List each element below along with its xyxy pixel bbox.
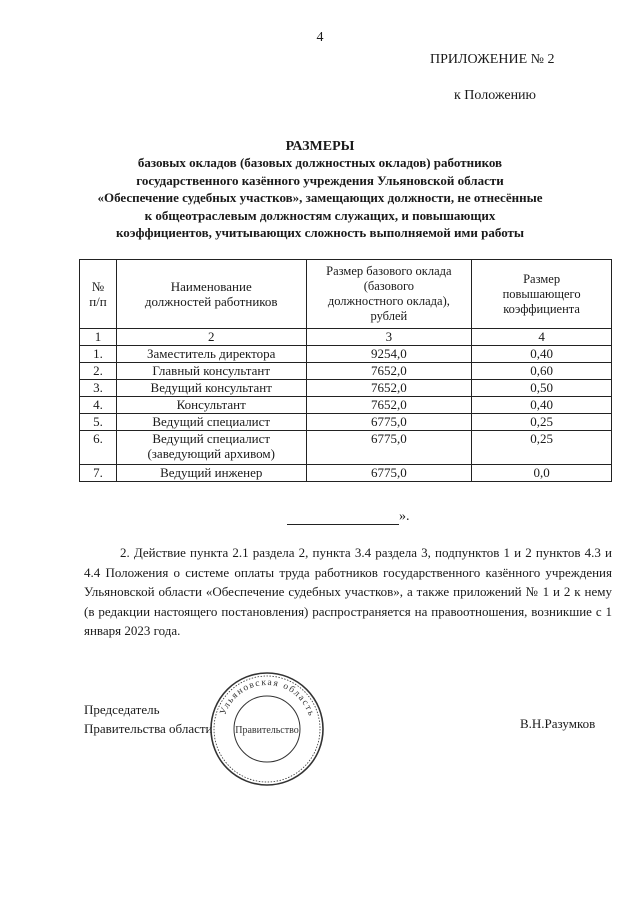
subtitle-line: базовых окладов (базовых должностных окладов) работников — [137, 155, 503, 170]
row-coefficient: 0,60 — [472, 362, 612, 379]
row-position-name: Ведущий специалист (заведующий архивом) — [116, 430, 306, 464]
row-number: 2. — [80, 362, 117, 379]
signatory-position — [84, 700, 213, 738]
table-row — [80, 362, 612, 379]
table-row — [80, 396, 612, 413]
body-paragraph: 2. Действие пункта 2.1 раздела 2, пункта 3.4 раздела 3, подпунктов 1 и 2 пунктов 4.3 и 4.4 Положения о системе оплаты труда работников государственного казённого учреждения Ульяновской области «Обеспечение судебных участков», а также приложений № 1 и 2 к нему (в редакции настоящего постановления) распространяется на правоотношения, возникшие с 1 января 2023 года. — [84, 545, 612, 638]
row-position-name: Консультант — [116, 396, 306, 413]
row-position-name: Ведущий консультант — [116, 379, 306, 396]
row-number: 6. — [80, 430, 117, 464]
row-coefficient: 0,40 — [472, 396, 612, 413]
row-position-name: Ведущий специалист — [116, 413, 306, 430]
row-number: 5. — [80, 413, 117, 430]
row-base-salary: 7652,0 — [306, 362, 472, 379]
salary-table — [79, 259, 612, 482]
row-base-salary: 9254,0 — [306, 345, 472, 362]
document-title: РАЗМЕРЫ — [285, 139, 355, 154]
row-number: 1. — [80, 345, 117, 362]
row-coefficient: 0,50 — [472, 379, 612, 396]
table-row — [80, 345, 612, 362]
signatory-position-line2: Правительства области — [84, 721, 213, 736]
subtitle-line: «Обеспечение судебных участков», замещающих должности, не отнесённые — [97, 190, 543, 206]
row-position-name: Главный консультант — [116, 362, 306, 379]
document-subtitle — [60, 154, 580, 242]
table-row — [80, 413, 612, 430]
header-number: № п/п — [80, 260, 117, 329]
official-seal-icon — [208, 670, 326, 788]
column-number-row — [80, 329, 612, 346]
row-base-salary: 7652,0 — [306, 396, 472, 413]
row-coefficient: 0,25 — [472, 413, 612, 430]
column-number: 2 — [116, 329, 306, 346]
row-position-name: Заместитель директора — [116, 345, 306, 362]
column-number: 3 — [306, 329, 472, 346]
row-coefficient: 0,25 — [472, 430, 612, 464]
signatory-position-line1: Председатель — [84, 702, 160, 717]
seal-center-text: Правительство — [235, 725, 299, 736]
closing-quote: ». — [399, 509, 410, 524]
table-row — [80, 379, 612, 396]
seal-ring-text: Ульяновская область — [218, 677, 317, 719]
signatory-name: В.Н.Разумков — [520, 716, 596, 731]
row-base-salary: 7652,0 — [306, 379, 472, 396]
page-number: 4 — [316, 30, 324, 45]
table-row — [80, 464, 612, 481]
table-row — [80, 430, 612, 464]
header-base-salary: Размер базового оклада (базового должностного оклада), рублей — [306, 260, 472, 329]
row-coefficient: 0,0 — [472, 464, 612, 481]
subtitle-line: коэффициентов, учитывающих сложность выполняемой ими работы — [115, 225, 525, 241]
header-coefficient: Размер повышающего коэффициента — [472, 260, 612, 329]
column-number: 1 — [80, 329, 117, 346]
subtitle-line: государственного казённого учреждения Ульяновской области — [136, 172, 504, 188]
header-position-name: Наименование должностей работников — [116, 260, 306, 329]
row-position-name: Ведущий инженер — [116, 464, 306, 481]
row-number: 3. — [80, 379, 117, 396]
table-header-row — [80, 260, 612, 329]
appendix-reference: к Положению — [454, 88, 537, 103]
column-number: 4 — [472, 329, 612, 346]
closing-mark — [287, 509, 410, 525]
row-number: 7. — [80, 464, 117, 481]
subtitle-line: к общеотраслевым должностям служащих, и повышающих — [144, 207, 496, 223]
row-number: 4. — [80, 396, 117, 413]
appendix-title: ПРИЛОЖЕНИЕ № 2 — [430, 52, 555, 67]
row-coefficient: 0,40 — [472, 345, 612, 362]
row-base-salary: 6775,0 — [306, 430, 472, 464]
row-base-salary: 6775,0 — [306, 413, 472, 430]
row-base-salary: 6775,0 — [306, 464, 472, 481]
closing-line — [287, 512, 399, 525]
